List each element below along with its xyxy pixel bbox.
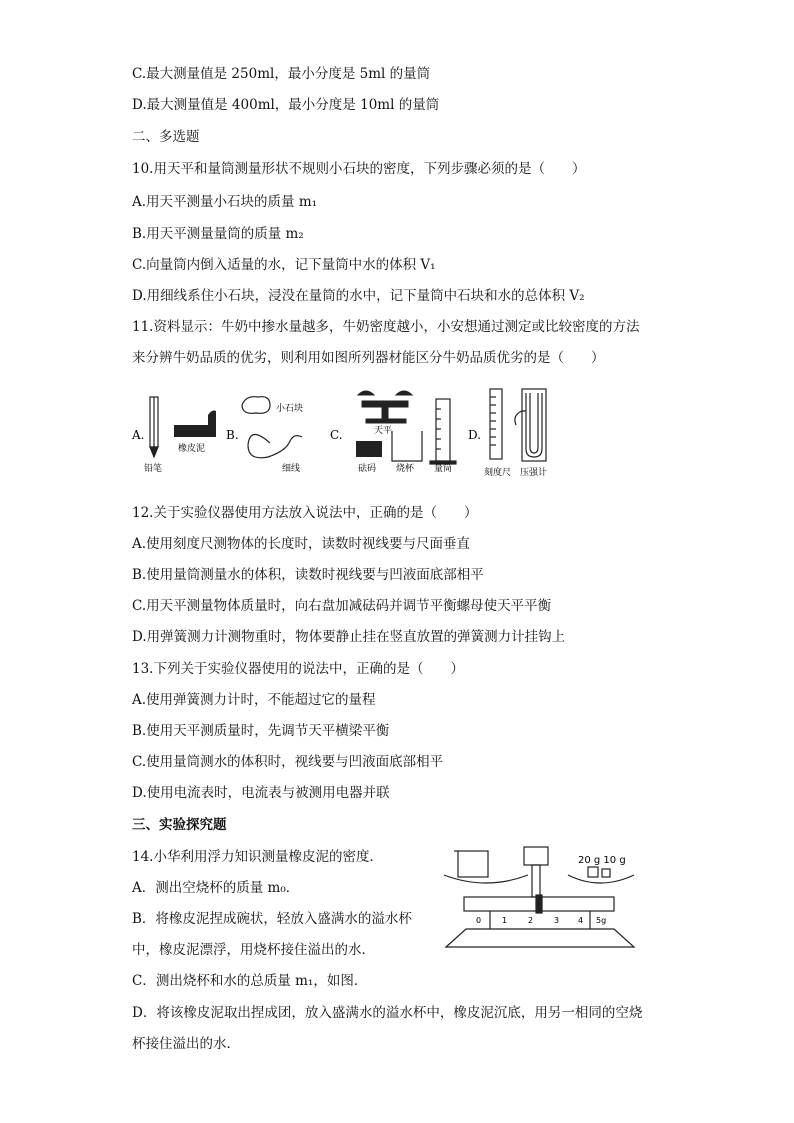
fig11-option-b: B. (226, 428, 239, 442)
clay-icon (174, 411, 216, 438)
scale-tick: 3 (554, 916, 560, 925)
fig11-label-pencil: 铅笔 (144, 464, 163, 474)
fig11-label-cylinder: 量筒 (434, 464, 453, 474)
step-d-q14-line-2: 杯接住溢出的水． (132, 1036, 240, 1052)
option-c-q10: C.向量筒内倒入适量的水，记下量筒中水的体积 V₁ (132, 257, 436, 273)
fig11-option-d: D. (468, 428, 482, 442)
balance-base (446, 929, 634, 947)
question-13: 13.下列关于实验仪器使用的说法中，正确的是（ ） (132, 661, 464, 677)
cylinder-icon (430, 399, 456, 464)
beaker-icon (458, 851, 488, 877)
fig11-label-balance: 天平 (374, 426, 393, 436)
weights-label: 20 g 10 g (578, 855, 626, 866)
weight-10g-icon (602, 869, 610, 877)
option-d-q9: D.最大测量值是 400ml，最小分度是 10ml 的量筒 (132, 97, 440, 113)
fig11-label-ruler: 刻度尺 (484, 468, 512, 477)
option-d-q13: D.使用电流表时，电流表与被测用电器并联 (132, 785, 390, 801)
option-c-q12: C.用天平测量物体质量时，向右盘加减砝码并调节平衡螺母使天平平衡 (132, 598, 552, 614)
beaker-icon (392, 431, 422, 461)
question-11-line-2: 来分辨牛奶品质的优劣，则利用如图所列器材能区分牛奶品质优劣的是（ ） (132, 350, 605, 366)
fig11-option-a: A. (132, 428, 145, 442)
manometer-icon (515, 389, 546, 461)
option-a-q12: A.使用刻度尺测物体的长度时，读数时视线要与尺面垂直 (132, 536, 471, 552)
scale-tick: 0 (476, 916, 482, 925)
option-b-q13: B.使用天平测质量时，先调节天平横梁平衡 (132, 723, 390, 739)
step-b-q14-line-2: 中，橡皮泥漂浮，用烧杯接住溢出的水． (132, 942, 375, 958)
section-heading-multiple-choice: 二、多选题 (132, 129, 200, 145)
step-d-q14-line-1: D．将该橡皮泥取出捏成团，放入盛满水的溢水杯中，橡皮泥沉底，用另一相同的空烧 (132, 1005, 643, 1021)
stone-icon (242, 397, 270, 414)
fig11-label-beaker: 烧杯 (396, 464, 415, 474)
question-14: 14.小华利用浮力知识测量橡皮泥的密度． (132, 849, 383, 865)
ruler-icon (490, 389, 502, 459)
section-heading-experiment: 三、实验探究题 (132, 817, 227, 833)
option-d-q12: D.用弹簧测力计测物重时，物体要静止挂在竖直放置的弹簧测力计挂钩上 (132, 629, 566, 645)
option-c-q13: C.使用量筒测水的体积时，视线要与凹液面底部相平 (132, 754, 444, 770)
question-10: 10.用天平和量筒测量形状不规则小石块的密度，下列步骤必须的是（ ） (132, 161, 586, 177)
fig11-label-weights: 砝码 (358, 464, 377, 474)
figure-q11-instruments (130, 385, 550, 477)
fig11-label-manometer: 压强计 (520, 468, 548, 477)
scale-tick: 4 (578, 916, 584, 925)
scale-tick: 2 (528, 916, 534, 925)
option-b-q10: B.用天平测量量筒的质量 m₂ (132, 226, 304, 242)
option-a-q13: A.使用弹簧测力计时，不能超过它的量程 (132, 692, 376, 708)
option-c-q9: C.最大测量值是 250ml，最小分度是 5ml 的量筒 (132, 66, 431, 82)
option-b-q12: B.使用量筒测量水的体积，读数时视线要与凹液面底部相平 (132, 567, 484, 583)
option-d-q10: D.用细线系住小石块，浸没在量筒的水中，记下量筒中石块和水的总体积 V₂ (132, 288, 585, 304)
fig11-label-stone: 小石块 (276, 404, 304, 414)
balance-icon (358, 391, 412, 423)
thread-icon (248, 434, 302, 457)
weights-icon (356, 441, 382, 457)
fig11-option-c: C. (330, 428, 343, 442)
fig11-label-clay: 橡皮泥 (178, 444, 206, 454)
beam-scale (476, 916, 606, 925)
fig11-label-thread: 细线 (282, 464, 301, 474)
left-pan-icon (444, 875, 528, 883)
weight-20g-icon (588, 867, 598, 877)
question-11-line-1: 11.资料显示：牛奶中掺水量越多，牛奶密度越小，小安想通过测定或比较密度的方法 (132, 319, 640, 335)
pencil-icon (150, 397, 158, 457)
rider-icon (536, 895, 542, 913)
balance-pointer-icon (524, 847, 548, 865)
option-a-q10: A.用天平测量小石块的质量 m₁ (132, 194, 318, 210)
step-b-q14-line-1: B．将橡皮泥捏成碗状，轻放入盛满水的溢水杯 (132, 911, 412, 927)
right-pan-icon (568, 875, 634, 883)
figure-q14-balance (440, 845, 640, 955)
scale-tick: 5g (596, 916, 607, 925)
step-a-q14: A．测出空烧杯的质量 m₀． (132, 880, 300, 896)
question-12: 12.关于实验仪器使用方法放入说法中，正确的是（ ） (132, 505, 478, 521)
step-c-q14: C．测出烧杯和水的总质量 m₁，如图． (132, 973, 368, 989)
scale-tick: 1 (502, 916, 508, 925)
